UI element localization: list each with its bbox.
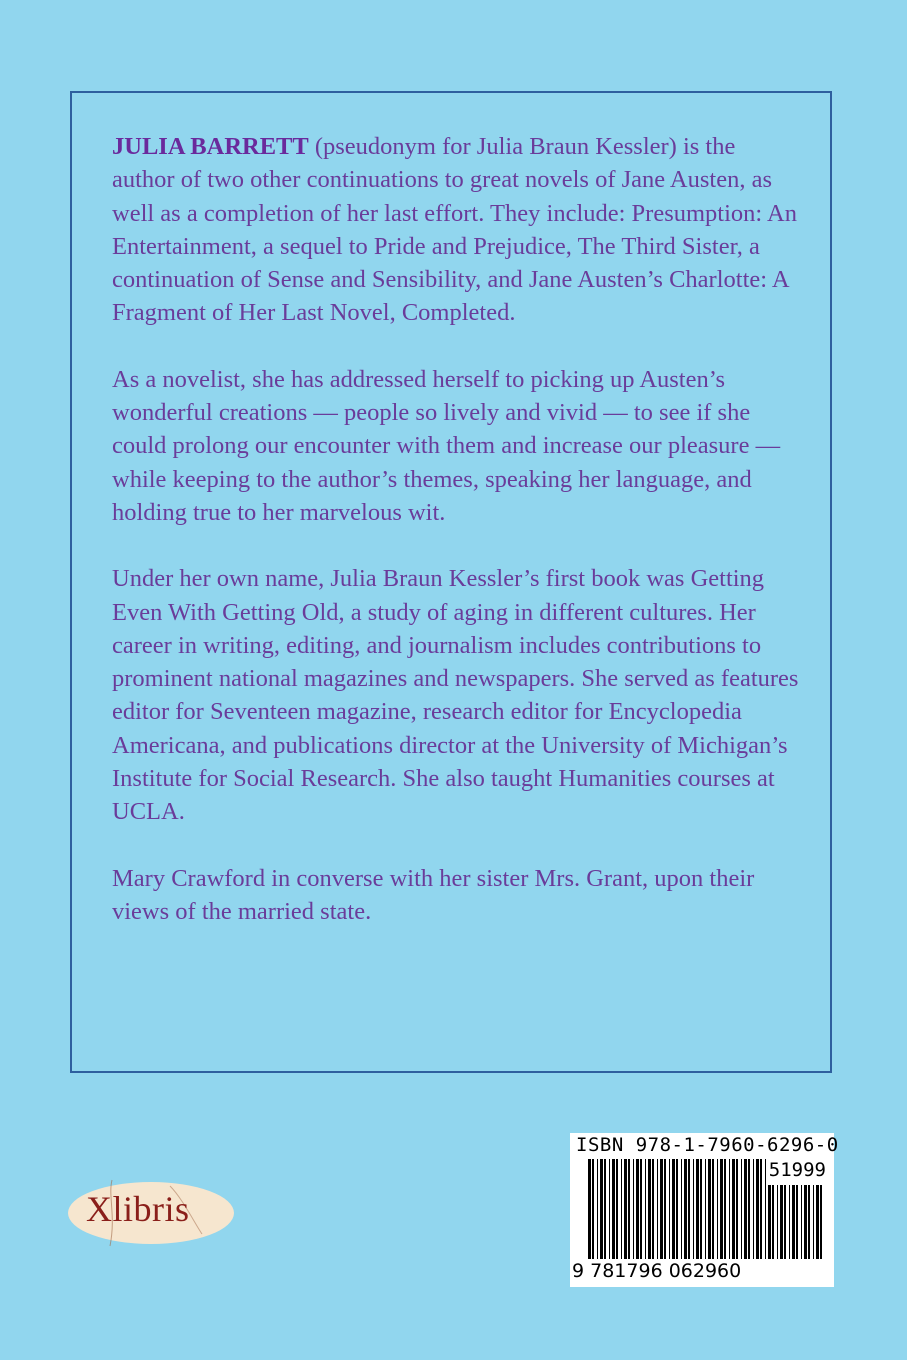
price-barcode-bars: [768, 1185, 826, 1259]
barcode-bar: [808, 1185, 810, 1259]
barcode-bar: [588, 1159, 591, 1259]
bio-paragraph-1-text: (pseudonym for Julia Braun Kessler) is the author of two other continuations to great novels of Jane Austen, as well as a completion of her last effort. They include: Presumption: An Entertainment, a sequel to Pride and Prejudice, The Third Sister, a continuation of Sense and Sensibility, and Jane Austen’s Charlotte: A Fragment of Her Last Novel, Completed.: [112, 133, 797, 327]
barcode-bar: [736, 1159, 738, 1259]
barcode-bar: [712, 1159, 714, 1259]
barcode-bar: [717, 1159, 718, 1259]
barcode-bar: [813, 1185, 814, 1259]
isbn-barcode: [570, 1133, 839, 1287]
barcode-bar: [744, 1159, 747, 1259]
barcode-bar: [669, 1159, 670, 1259]
price-code: 51999: [768, 1159, 826, 1181]
barcode-bar: [772, 1185, 774, 1259]
barcode-bar: [676, 1159, 678, 1259]
barcode-bar: [628, 1159, 630, 1259]
barcode-bar: [705, 1159, 706, 1259]
barcode-bar: [621, 1159, 622, 1259]
barcode-bar: [729, 1159, 730, 1259]
barcode-bar: [609, 1159, 610, 1259]
bio-paragraph-4: Mary Crawford in converse with her sister Mrs. Grant, upon their views of the married state.: [112, 864, 755, 925]
barcode-bar: [672, 1159, 675, 1259]
barcode-bar: [816, 1185, 819, 1259]
barcode-bar: [636, 1159, 639, 1259]
bio-paragraph-2: As a novelist, she has addressed herself to picking up Austen’s wonderful creations — people so lively and vivid — to see if she could prolong our encounter with them and increase our pleasure — while keeping to the author’s themes, speaking her language, and holding true to her marvelous wit.: [112, 365, 781, 526]
barcode-bar: [688, 1159, 690, 1259]
barcode-bar: [765, 1159, 766, 1259]
barcode-bar: [801, 1185, 802, 1259]
barcode-bar: [696, 1159, 699, 1259]
barcode-bar: [604, 1159, 606, 1259]
barcode-bar: [633, 1159, 634, 1259]
barcode-bar: [693, 1159, 694, 1259]
author-name: JULIA BARRETT: [112, 133, 309, 160]
barcode-bar: [664, 1159, 666, 1259]
barcode-bar: [792, 1185, 795, 1259]
barcode-bar: [724, 1159, 726, 1259]
barcode-bar: [597, 1159, 598, 1259]
barcode-bar: [789, 1185, 790, 1259]
barcode-bar: [756, 1159, 759, 1259]
barcode-bar: [684, 1159, 687, 1259]
bio-paragraph-1: [112, 130, 802, 330]
barcode-bar: [784, 1185, 786, 1259]
barcode-bar: [768, 1185, 771, 1259]
barcode-bar: [652, 1159, 654, 1259]
barcode-bar: [804, 1185, 807, 1259]
barcode-bar: [660, 1159, 663, 1259]
barcode-bar: [600, 1159, 603, 1259]
barcode-bar: [616, 1159, 618, 1259]
barcode-bar: [612, 1159, 615, 1259]
barcode-bar: [648, 1159, 651, 1259]
author-bio: [112, 130, 802, 961]
barcode-bar: [592, 1159, 594, 1259]
bio-paragraph-3: Under her own name, Julia Braun Kessler’s first book was Getting Even With Getting Old, a study of aging in different cultures. Her career in writing, editing, and journalism includes contributions to prominent national magazines and newspapers. She served as features editor for Seventeen magazine, research editor for Encyclopedia Americana, and publications director at the University of Michigan’s Institute for Social Research. She also taught Humanities courses at UCLA.: [112, 565, 799, 826]
barcode-bar: [777, 1185, 778, 1259]
barcode-bar: [741, 1159, 742, 1259]
barcode-bar: [624, 1159, 627, 1259]
barcode-bar: [657, 1159, 658, 1259]
ean-digits: 9 781796 062960: [572, 1260, 742, 1282]
isbn-label: ISBN 978-1-7960-6296-0: [576, 1134, 839, 1156]
barcode-bar: [732, 1159, 735, 1259]
barcode-bar: [720, 1159, 723, 1259]
barcode-bar: [708, 1159, 711, 1259]
barcode-bar: [640, 1159, 642, 1259]
barcode-bar: [645, 1159, 646, 1259]
barcode-bar: [780, 1185, 783, 1259]
barcode-bar: [753, 1159, 754, 1259]
barcode-bar: [748, 1159, 750, 1259]
logo-text: Xlibris: [86, 1189, 190, 1229]
ean-barcode-bars: [588, 1159, 768, 1259]
barcode-bar: [681, 1159, 682, 1259]
barcode-bar: [820, 1185, 822, 1259]
xlibris-logo: [68, 1176, 234, 1252]
barcode-bar: [796, 1185, 798, 1259]
barcode-bar: [700, 1159, 702, 1259]
barcode-bar: [760, 1159, 762, 1259]
